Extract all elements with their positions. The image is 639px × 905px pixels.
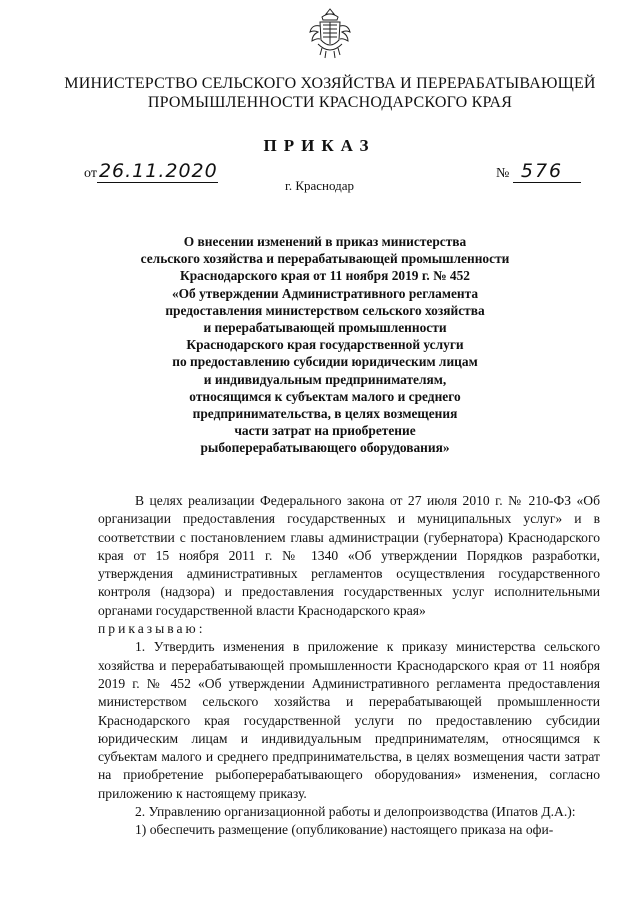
order-directive: приказываю:	[98, 621, 206, 637]
ministry-name	[60, 74, 600, 112]
ministry-line-2: ПРОМЫШЛЕННОСТИ КРАСНОДАРСКОГО КРАЯ	[147, 94, 513, 111]
subject-line: относящимся к субъектам малого и среднего	[189, 388, 461, 404]
subject-line: предоставления министерством сельского хозяйства	[165, 302, 485, 318]
date-prefix: от	[84, 166, 97, 181]
subject-line: по предоставлению субсидии юридическим лицам	[172, 354, 478, 370]
city-label: г. Краснодар	[284, 178, 355, 193]
document-body	[98, 492, 600, 840]
date-value: 26.11.2020	[98, 160, 218, 182]
subject-line: предпринимательства, в целях возмещения	[192, 406, 458, 422]
subject-line: Краснодарского края государственной услуги	[186, 337, 464, 353]
order-subject	[120, 233, 530, 457]
subject-line: «Об утверждении Административного регламента	[171, 285, 479, 301]
subject-line: и перерабатывающей промышленности	[203, 320, 447, 336]
ministry-line-1: МИНИСТЕРСТВО СЕЛЬСКОГО ХОЗЯЙСТВА И ПЕРЕРАБАТЫВАЮЩЕЙ	[64, 75, 596, 92]
subject-line: сельского хозяйства и перерабатывающей промышленности	[140, 251, 510, 267]
number-prefix: №	[496, 166, 510, 181]
item-2-paragraph: 2. Управлению организационной работы и делопроизводства (Ипатов Д.А.):	[135, 804, 576, 820]
item-2-1-paragraph: 1) обеспечить размещение (опубликование) настоящего приказа на офи-	[135, 822, 554, 838]
coat-of-arms-emblem	[308, 8, 352, 60]
subject-line: части затрат на приобретение	[234, 423, 416, 439]
number-value: 576	[513, 160, 581, 183]
subject-line: О внесении изменений в приказ министерства	[183, 234, 467, 249]
subject-line: рыбоперерабатывающего оборудования»	[200, 440, 450, 456]
item-1-paragraph: 1. Утвердить изменения в приложение к приказу министерства сельского хозяйства и перерабатывающей промышленности Краснодарского края от 11 ноября 2019 г. № 452 «Об утверждении Административного регламента предоставления министерством сельского хозяйства и перерабатывающей промышленности Краснодарского края государственной услуги по предоставлению субсидии юридическим лицам и индивидуальным предпринимателям, относящимся к субъектам малого и среднего предпринимательства, в целях возмещения части затрат на приобретение рыбоперерабатывающего оборудования» изменения, согласно приложению к настоящему приказу.	[98, 639, 600, 801]
subject-line: Краснодарского края от 11 ноября 2019 г. № 452	[179, 268, 470, 284]
preamble-paragraph: В целях реализации Федерального закона от 27 июля 2010 г. № 210-ФЗ «Об организации предоставления государственных и муниципальных услуг» и в соответствии с постановлением главы администрации (губернатора) Краснодарского края от 15 ноября 2011 г. № 1340 «Об утверждении Порядков разработки, утверждения административных регламентов осуществления государственного контроля (надзора) и предоставления государственных услуг исполнительными органами государственной власти Краснодарского края»	[98, 493, 600, 618]
subject-line: и индивидуальным предпринимателям,	[203, 371, 447, 387]
document-type-title: ПРИКАЗ	[263, 136, 376, 155]
